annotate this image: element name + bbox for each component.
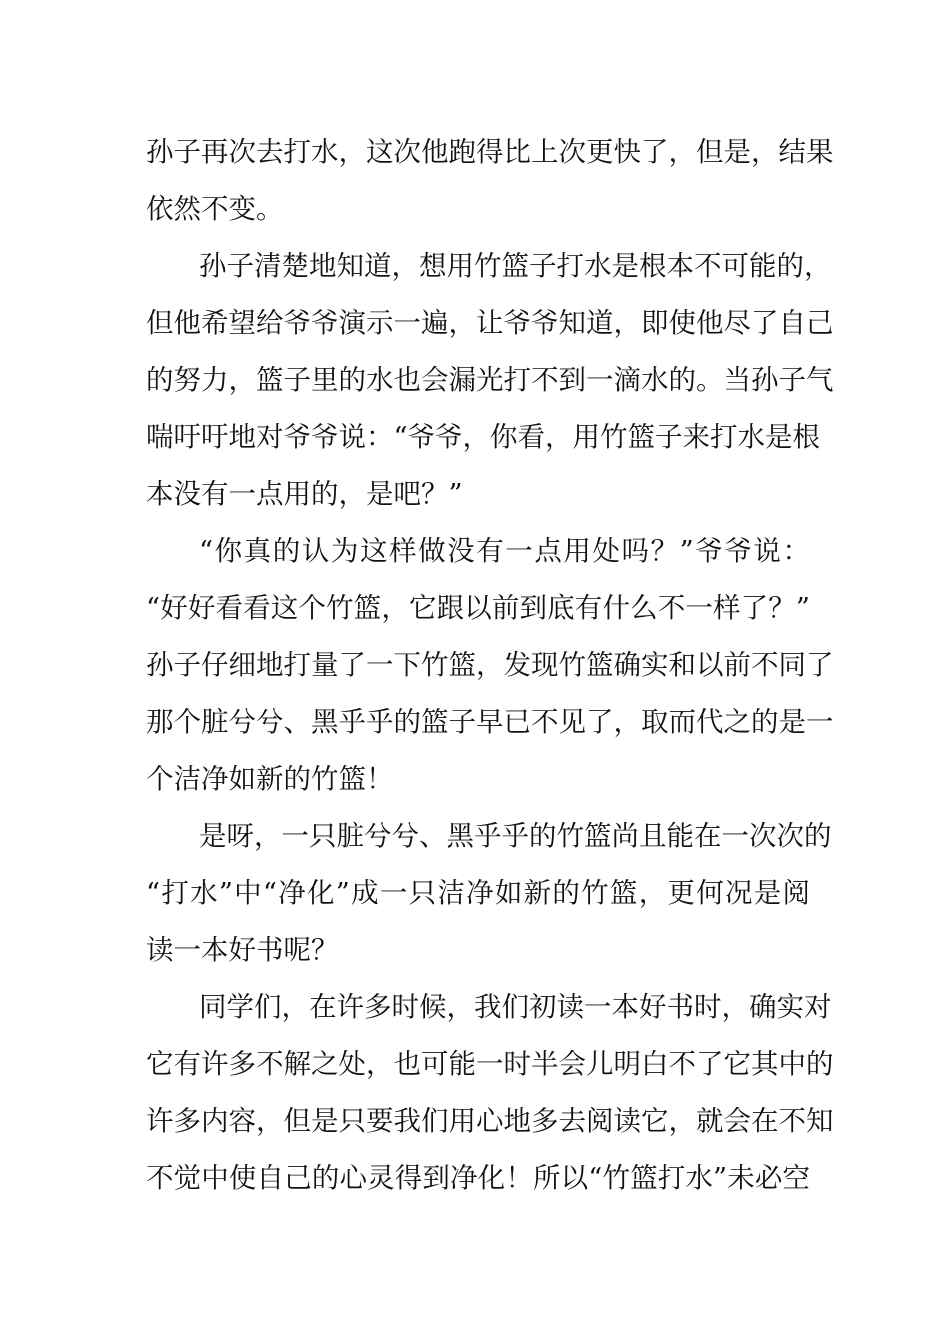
text-line-paragraph-start: “你真的认为这样做没有一点用处吗？”爷爷说：: [199, 535, 810, 567]
text-line: 依然不变。: [146, 193, 284, 225]
text-line: “打水”中“净化”成一只洁净如新的竹篮，更何况是阅: [146, 877, 810, 909]
text-line: 本没有一点用的，是吧？”: [146, 478, 463, 510]
text-line: 的努力，篮子里的水也会漏光打不到一滴水的。当孙子气: [146, 364, 834, 396]
text-line: 孙子仔细地打量了一下竹篮，发现竹篮确实和以前不同了: [146, 649, 834, 681]
text-line: 读一本好书呢？: [146, 934, 339, 966]
text-line: 那个脏兮兮、黑乎乎的篮子早已不见了，取而代之的是一: [146, 706, 834, 738]
text-line: 个洁净如新的竹篮！: [146, 763, 394, 795]
text-line: 但他希望给爷爷演示一遍，让爷爷知道，即使他尽了自己: [146, 307, 834, 339]
text-line: 许多内容，但是只要我们用心地多去阅读它，就会在不知: [146, 1105, 834, 1137]
text-line: 孙子再次去打水，这次他跑得比上次更快了，但是，结果: [146, 136, 834, 168]
text-line: 喘吁吁地对爷爷说：“爷爷，你看，用竹篮子来打水是根: [146, 421, 821, 453]
text-line-paragraph-start: 孙子清楚地知道，想用竹篮子打水是根本不可能的，: [199, 250, 832, 282]
text-line: 不觉中使自己的心灵得到净化！所以“竹篮打水”未必空: [146, 1162, 810, 1194]
text-line-paragraph-start: 是呀，一只脏兮兮、黑乎乎的竹篮尚且能在一次次的: [199, 820, 832, 852]
text-line: “好好看看这个竹篮，它跟以前到底有什么不一样了？”: [146, 592, 810, 624]
text-line: 它有许多不解之处，也可能一时半会儿明白不了它其中的: [146, 1048, 834, 1080]
text-line-paragraph-start: 同学们，在许多时候，我们初读一本好书时，确实对: [199, 991, 832, 1023]
